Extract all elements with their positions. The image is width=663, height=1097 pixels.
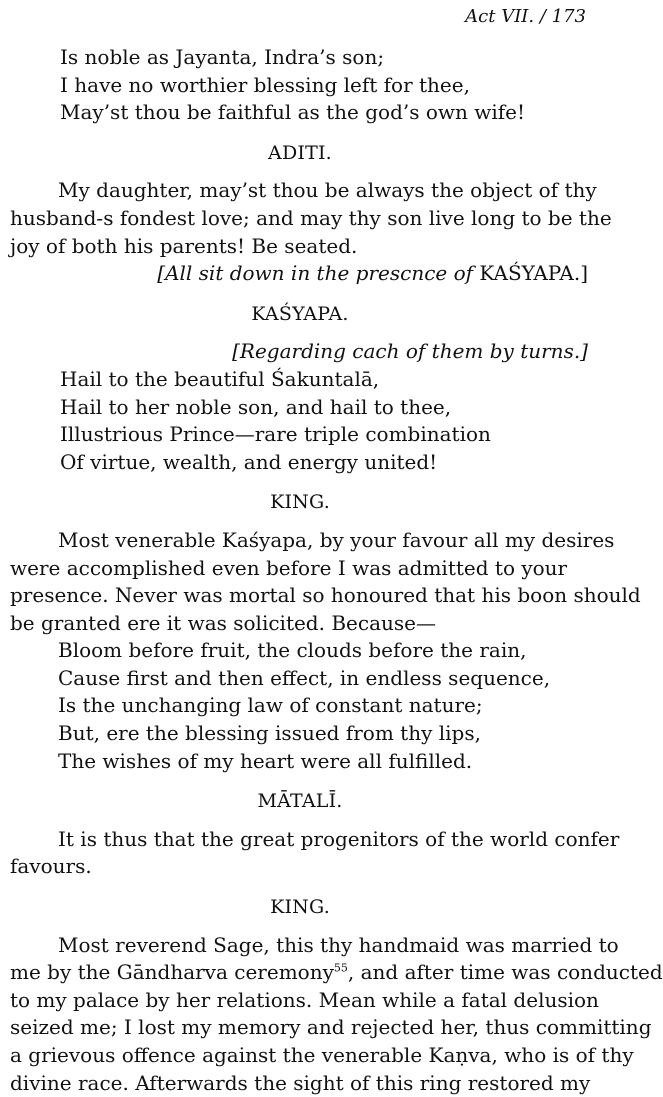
verse-line: May’st thou be faithful as the god’s own wife!: [60, 100, 526, 125]
prose-line: seized me; I lost my memory and rejected her, thus committing: [10, 1015, 652, 1040]
verse-line: The wishes of my heart were all fulfilled.: [58, 748, 473, 773]
verse-line: Illustrious Prince—rare triple combination: [60, 422, 491, 447]
running-head: Act VII. / 173: [465, 6, 586, 27]
prose-line: were accomplished even before I was admitted to your: [10, 555, 568, 580]
prose-matali: [0, 826, 620, 881]
speaker-heading-matali: MĀTALĪ.: [257, 790, 343, 813]
prose-king-1: [0, 527, 641, 637]
speaker-heading-aditi: ADITI.: [268, 141, 332, 164]
prose-king-2: [0, 932, 663, 1097]
verse-line: Is noble as Jayanta, Indra’s son;: [60, 45, 385, 69]
verse-king: [0, 637, 600, 775]
prose-line: Most reverend Sage, this thy handmaid was married to: [58, 932, 619, 957]
speaker-heading-king-2: KING.: [270, 896, 330, 919]
prose-line: presence. Never was mortal so honoured that his boon should: [10, 583, 641, 608]
stage-direction-name: KAŚYAPA.]: [479, 261, 588, 286]
prose-line: be granted ere it was solicited. Because—: [10, 610, 436, 635]
speaker-heading-kasyapa: KAŚYAPA.: [251, 302, 349, 325]
page-body: [0, 44, 663, 1097]
prose-text: , and after time was conducted: [347, 960, 663, 985]
prose-line: husband-s fondest love; and may thy son live long to be the: [10, 205, 612, 230]
prose-line: It is thus that the great progenitors of the world confer: [58, 826, 620, 851]
prose-line: My daughter, may’st thou be always the object of thy: [58, 178, 597, 203]
verse-line: Hail to the beautiful Śakuntalā,: [60, 366, 380, 391]
prose-text: me by the Gāndharva ceremony: [10, 960, 334, 985]
prose-line-with-footnote: [10, 959, 663, 987]
prose-line: joy of both his parents! Be seated.: [10, 233, 358, 258]
stage-direction-text: [All sit down in the prescnce of: [157, 261, 480, 286]
prose-line: Most venerable Kaśyapa, by your favour all my desires: [58, 527, 615, 552]
verse-line: Is the unchanging law of constant nature;: [58, 693, 483, 718]
prose-line: divine race. Afterwards the sight of this ring restored my: [10, 1070, 591, 1095]
stage-direction-1: [0, 260, 600, 288]
verse-line: Of virtue, wealth, and energy united!: [60, 449, 438, 474]
verse-block-1: [0, 44, 600, 127]
verse-line: But, ere the blessing issued from thy lips,: [58, 721, 481, 746]
stage-direction-2: [Regarding cach of them by turns.]: [232, 339, 588, 364]
prose-aditi: [0, 177, 612, 260]
speaker-heading-king: KING.: [270, 491, 330, 514]
prose-line: favours.: [10, 854, 92, 879]
verse-line: Cause first and then effect, in endless sequence,: [58, 665, 551, 690]
verse-line: I have no worthier blessing left for thee,: [60, 72, 470, 97]
verse-kasyapa: [0, 366, 600, 476]
prose-line: a grievous offence against the venerable Kaṇva, who is of thy: [10, 1043, 634, 1067]
prose-line: to my palace by her relations. Mean while a fatal delusion: [10, 987, 599, 1012]
verse-line: Hail to her noble son, and hail to thee,: [60, 394, 452, 419]
verse-line: Bloom before fruit, the clouds before the rain,: [58, 638, 527, 663]
footnote-ref: 55: [333, 961, 348, 975]
